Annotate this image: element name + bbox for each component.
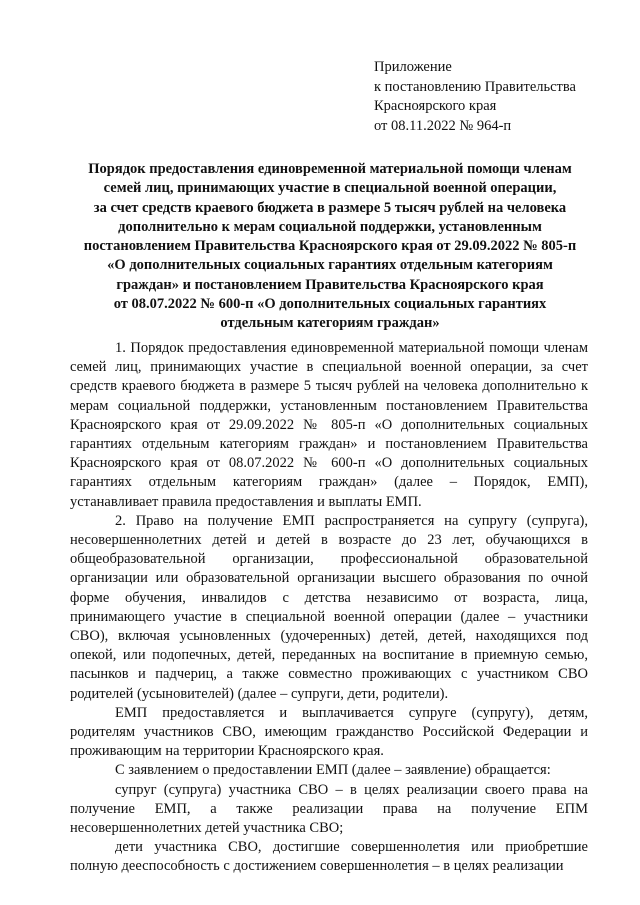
title-line: отдельным категориям граждан» xyxy=(220,315,440,332)
document-body xyxy=(70,339,588,877)
annex-label: Приложение xyxy=(374,59,452,75)
annex-header xyxy=(374,58,624,136)
title-line: дополнительно к мерам социальной поддержки, установленным xyxy=(118,218,542,235)
annex-reference: к постановлению Правительства xyxy=(374,78,576,95)
title-line: за счет средств краевого бюджета в размере 5 тысяч рублей на человека xyxy=(93,199,567,216)
annex-date-number: от 08.11.2022 № 964-п xyxy=(374,117,512,134)
title-line: постановлением Правительства Красноярского края от 29.09.2022 № 805-п xyxy=(83,238,577,255)
title-line: семей лиц, принимающих участие в специальной военной операции, xyxy=(103,180,557,197)
paragraph-5: супруг (супруга) участника СВО – в целях реализации своего права на получение ЕМП, а также реализации права на получение ЕПМ несовершеннолетних детей участника СВО; xyxy=(70,781,588,837)
annex-region: Красноярского края xyxy=(374,98,497,114)
paragraph-6: дети участника СВО, достигшие совершеннолетия или приобретшие полную дееспособность с достижением совершеннолетия – в целях реализации xyxy=(70,839,588,875)
title-line: Порядок предоставления единовременной материальной помощи членам xyxy=(88,161,572,177)
title-line: «О дополнительных социальных гарантиях отдельным категориям xyxy=(107,257,553,274)
title-line: граждан» и постановлением Правительства Красноярского края xyxy=(116,276,544,293)
paragraph-4: С заявлением о предоставлении ЕМП (далее – заявление) обращается: xyxy=(115,762,551,779)
paragraph-2: 2. Право на получение ЕМП распространяется на супругу (супруга), несовершеннолетних детей и детей в возрасте до 23 лет, обучающихся в общеобразовательной организации, профессиональной образовательной организации или образовательной организации высшего образования по очной форме обучения, инвалидов с детства независимо от возраста, лица, принимающего участие в специальной военной операции (далее – участники СВО), включая усыновленных (удочеренных) детей, детей, находящихся под опекой, или подопечных, детей, переданных на воспитание в приемную семью, пасынков и падчериц, а также совместно проживающих с участником СВО родителей (усыновителей) (далее – супруги, дети, родители). xyxy=(70,512,588,702)
paragraph-3: ЕМП предоставляется и выплачивается супруге (супругу), детям, родителям участников СВО, имеющим гражданство Российской Федерации и проживающим на территории Красноярского края. xyxy=(70,704,588,760)
document-title xyxy=(60,160,600,334)
paragraph-1: 1. Порядок предоставления единовременной материальной помощи членам семей лиц, принимающих участие в специальной военной операции, за счет средств краевого бюджета в размере 5 тысяч рублей на человека дополнительно к мерам социальной поддержки, установленным постановлением Правительства Красноярского края от 29.09.2022 № 805-п «О дополнительных социальных гарантиях отдельным категориям граждан» и постановлением Правительства Красноярского края от 08.07.2022 № 600-п «О дополнительных социальных гарантиях отдельным категориям граждан» (далее – Порядок, ЕМП), устанавливает правила предоставления и выплаты ЕМП. xyxy=(70,340,588,510)
title-line: от 08.07.2022 № 600-п «О дополнительных социальных гарантиях xyxy=(113,296,547,313)
